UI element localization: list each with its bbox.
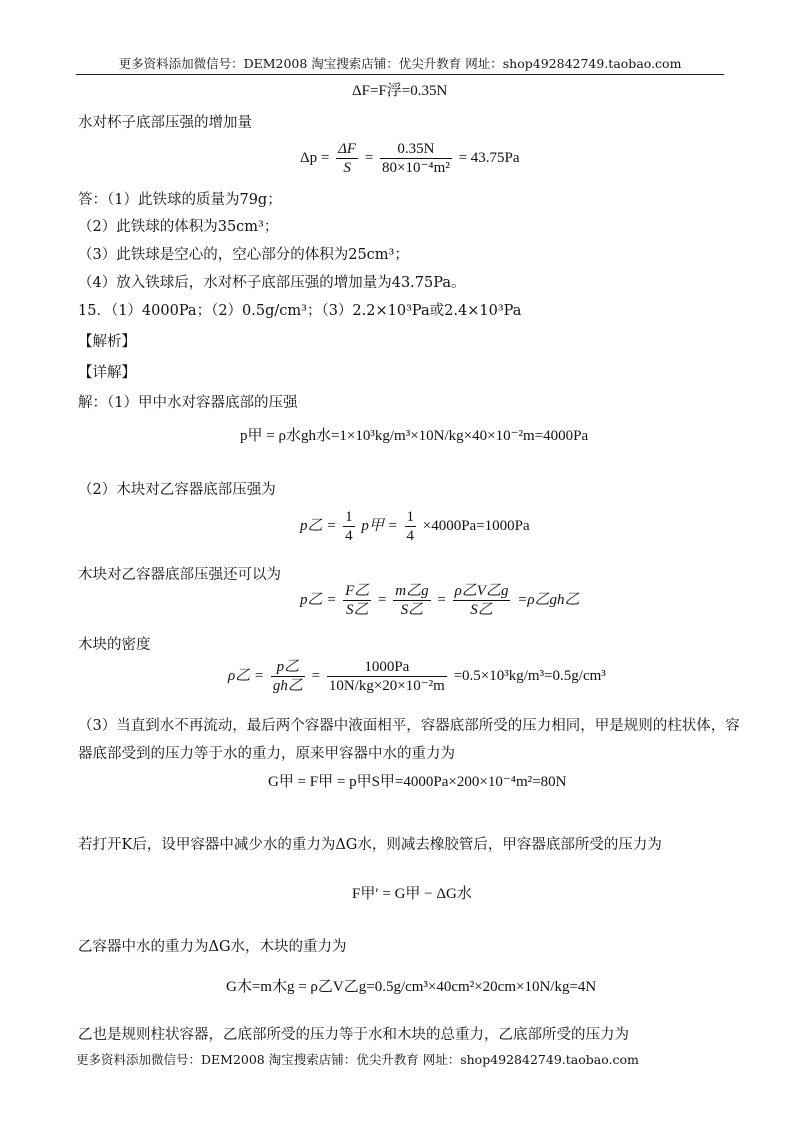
solution-step-1: 解：（1）甲中水对容器底部的压强	[78, 395, 298, 411]
answer-1: 答：（1）此铁球的质量为79g；	[78, 192, 282, 208]
solution-step-7: 乙容器中水的重力为ΔG水，木块的重力为	[78, 939, 347, 955]
page-footer: 更多资料添加微信号：DEM2008 淘宝搜索店铺：优尖升教育 网址：shop492842749.taobao.com	[76, 1052, 639, 1067]
solution-step-3: 木块对乙容器底部压强还可以为	[78, 567, 281, 583]
equation-buoyancy: ΔF=F浮=0.35N	[352, 83, 448, 99]
equation-weight-wood: G木=m木g = ρ乙V乙g=0.5g/cm³×40cm²×20cm×10N/kg=4N	[226, 979, 597, 995]
solution-step-8: 乙也是规则柱状容器，乙底部所受的压力等于水和木块的总重力，乙底部所受的压力为	[78, 1027, 629, 1043]
equation-pressure-increase: Δp = $\frac{\Delta F}{S}$ = $\frac{0.35N}{\text{80×10⁻⁴m²}}$ = 43.75Pa	[300, 141, 520, 176]
page-header: 更多资料添加微信号：DEM2008 淘宝搜索店铺：优尖升教育 网址：shop492842749.taobao.com	[118, 56, 682, 71]
equation-weight-jia: G甲 = F甲 = p甲S甲=4000Pa×200×10⁻⁴m²=80N	[268, 774, 567, 790]
solution-step-5a: （3）当直到水不再流动，最后两个容器中液面相平，容器底部所受的压力相同，甲是规则的柱状体，容	[78, 718, 740, 734]
solution-step-4: 木块的密度	[78, 637, 151, 653]
detail-heading: 【详解】	[78, 365, 136, 381]
solution-step-6: 若打开K后，设甲容器中减少水的重力为ΔG水，则减去橡胶管后，甲容器底部所受的压力为	[78, 837, 662, 853]
equation-pressure-yi: p乙 = $\frac{1}{4}$ p甲 = $\frac{1}{4}$ ×4000Pa=1000Pa	[300, 509, 530, 544]
equation-pressure-alt: p乙 = $\frac{\text{F乙}}{\text{S乙}}$ = $\frac{\text{m乙g}}{\text{S乙}}$ = $\frac{\text{ρ乙V乙g}}{\text{S乙}}$ =ρ乙gh乙	[300, 583, 580, 618]
equation-pressure-jia: p甲 = ρ水gh水=1×10³kg/m³×10N/kg×40×10⁻²m=4000Pa	[240, 428, 589, 444]
text-pressure-increase: 水对杯子底部压强的增加量	[78, 115, 252, 131]
solution-step-2: （2）木块对乙容器底部压强为	[78, 482, 276, 498]
answer-3: （3）此铁球是空心的，空心部分的体积为25cm³；	[78, 247, 409, 263]
equation-force-jia: F甲′ = G甲 − ΔG水	[352, 886, 472, 902]
header-divider	[76, 74, 724, 75]
equation-density: ρ乙 = $\frac{\text{p乙}}{\text{gh乙}}$ = $\frac{1000Pa}{\text{10N/kg×20×10⁻²m}}$ =0.5×10³kg/m³=0.5g/cm³	[228, 659, 606, 694]
answer-4: （4）放入铁球后，水对杯子底部压强的增加量为43.75Pa。	[78, 275, 466, 291]
answer-2: （2）此铁球的体积为35cm³；	[78, 219, 279, 235]
question-15-answer: 15．（1）4000Pa；（2）0.5g/cm³；（3）2.2×10³Pa或2.4×10³Pa	[78, 303, 522, 319]
analysis-heading: 【解析】	[78, 334, 136, 350]
solution-step-5b: 器底部受到的压力等于水的重力，原来甲容器中水的重力为	[78, 746, 455, 762]
